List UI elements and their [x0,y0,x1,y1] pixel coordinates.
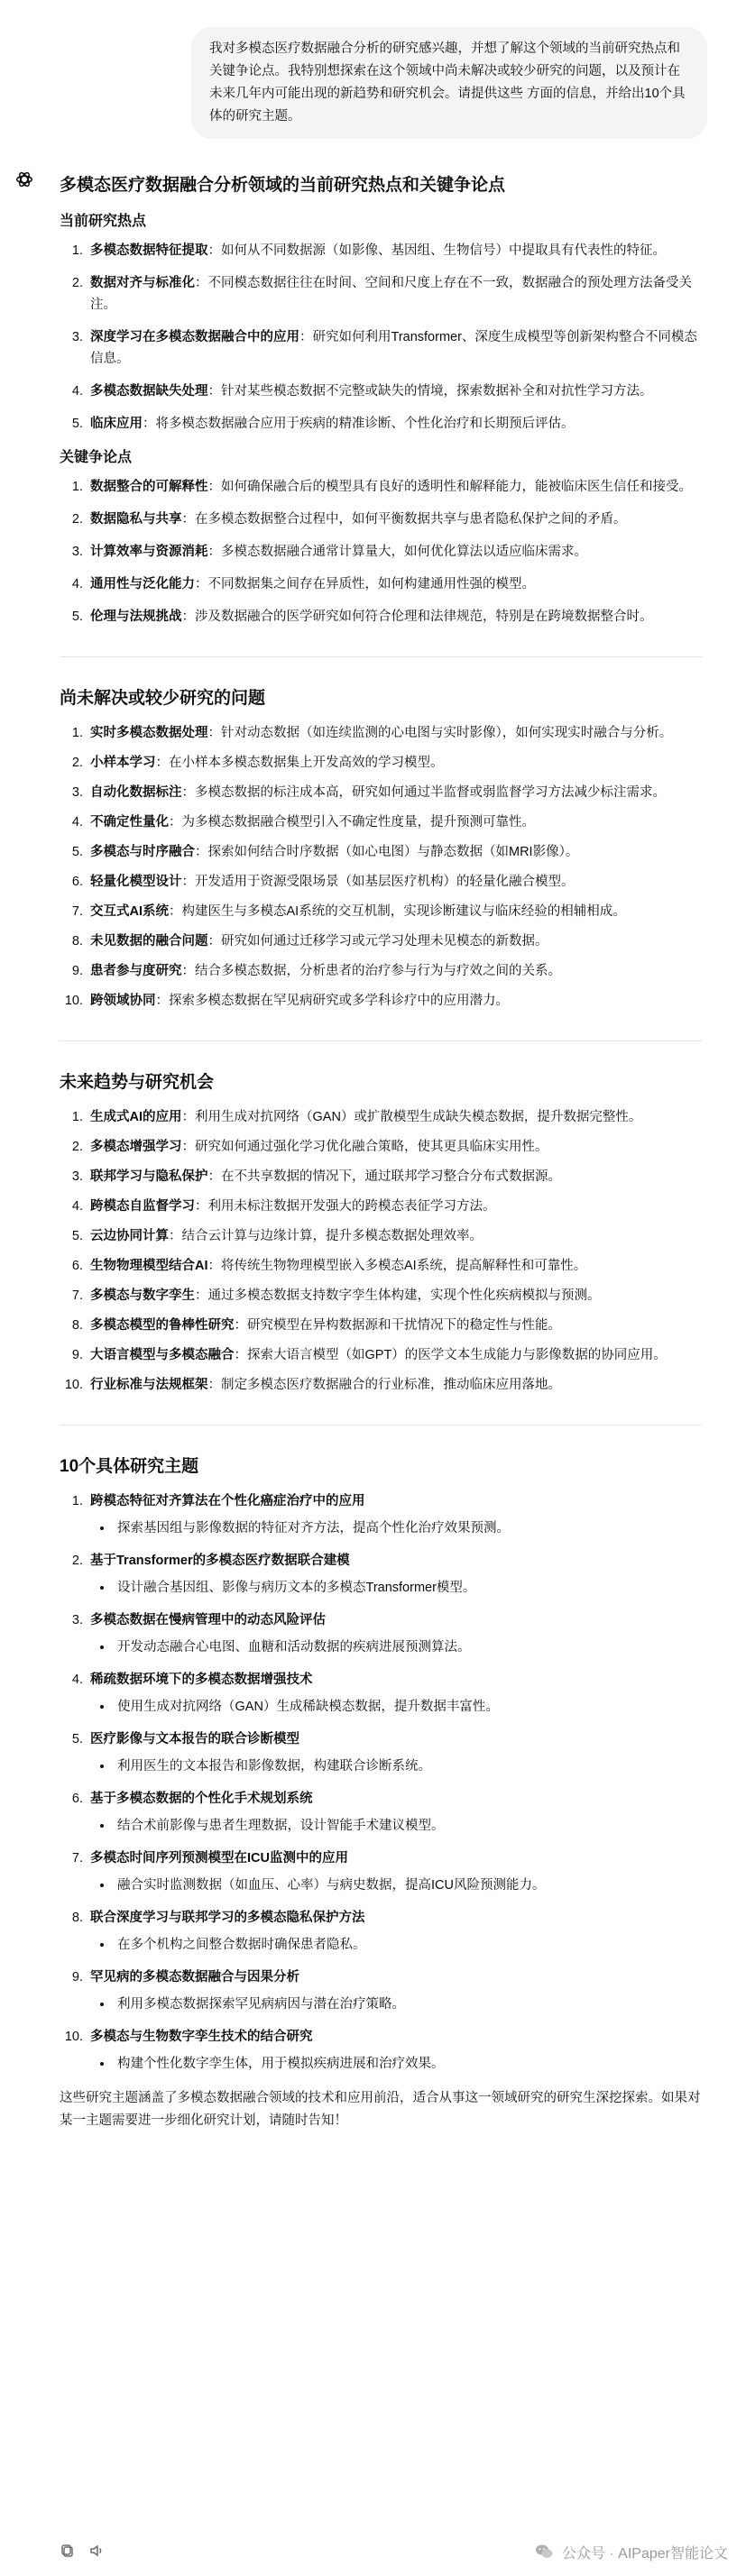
trends-heading: 未来趋势与研究机会 [60,1073,215,1092]
list-item-label: 不确定性量化 [90,815,169,830]
list-item-text: ：不同模态数据往往在时间、空间和尺度上存在不一致，数据融合的预处理方法备受关注。 [90,276,692,312]
hotspots-heading: 当前研究热点 [60,214,147,229]
watermark [533,2541,728,2562]
message-actions [60,2543,105,2559]
list-item-label: 数据整合的可解释性 [90,480,208,494]
list-item-label: 大语言模型与多模态融合 [90,1348,235,1362]
list-item-label: 多模态增强学习 [90,1140,182,1154]
list-item-label: 通用性与泛化能力 [90,577,195,591]
list-item [87,1344,702,1366]
debates-list [60,476,702,628]
list-item [87,960,702,982]
list-item [87,1255,702,1277]
list-item-label: 临床应用 [90,417,143,431]
list-item-label: 云边协同计算 [90,1229,169,1243]
topic-detail-list [90,1577,702,1599]
wechat-icon [533,2541,555,2562]
list-item-text: ：探索多模态数据在罕见病研究或多学科诊疗中的应用潜力。 [155,994,509,1008]
unsolved-heading: 尚未解决或较少研究的问题 [60,689,266,708]
list-item-text: ：在小样本多模态数据集上开发高效的学习模型。 [155,756,444,770]
list-item-label: 跨模态特征对齐算法在个性化癌症治疗中的应用 [90,1494,365,1508]
list-item [87,1136,702,1158]
list-item-label: 未见数据的融合问题 [90,934,208,949]
list-item-label: 数据隐私与共享 [90,512,182,527]
list-item-label: 生物物理模型结合AI [90,1259,208,1273]
list-item [87,476,702,498]
list-item-label: 多模态数据缺失处理 [90,384,208,399]
list-item-text: ：多模态数据融合通常计算量大，如何优化算法以适应临床需求。 [207,545,587,559]
list-item-text: ：研究模型在异构数据源和干扰情况下的稳定性与性能。 [234,1318,561,1333]
list-item-label: 联合深度学习与联邦学习的多模态隐私保护方法 [90,1911,365,1925]
list-item [87,1315,702,1336]
topics-heading: 10个具体研究主题 [60,1457,199,1476]
list-item-label: 稀疏数据环境下的多模态数据增强技术 [90,1673,313,1687]
list-item [87,1669,702,1718]
list-item-label: 多模态与生物数字孪生技术的结合研究 [90,2030,313,2044]
list-item [87,901,702,922]
topic-detail-list [90,1994,702,2015]
list-item [87,413,702,435]
watermark-text: 公众号 · AIPaper智能论文 [561,2545,728,2562]
list-item-text: ：在多模态数据整合过程中，如何平衡数据共享与患者隐私保护之间的矛盾。 [181,512,627,527]
list-item [87,1550,702,1599]
list-item [87,240,702,261]
trends-list [60,1106,702,1396]
list-item [87,380,702,402]
list-item-label: 自动化数据标注 [90,785,182,800]
list-item-text: ：结合多模态数据，分析患者的治疗参与行为与疗效之间的关系。 [181,964,561,978]
list-item [87,1609,702,1658]
list-item [87,990,702,1012]
hotspots-list [60,240,702,435]
list-item-text: ：如何确保融合后的模型具有良好的透明性和解释能力，能被临床医生信任和接受。 [207,480,692,494]
topic-detail-list [90,1517,702,1539]
list-item [87,1196,702,1217]
user-message-text: 我对多模态医疗数据融合分析的研究感兴趣，并想了解这个领域的当前研究热点和关键争论点。我特别想探索在这个领域中尚未解决或较少研究的问题，以及预计在未来几年内可能出现的新趋势和研究机会。请提供这些 方面的信息，并给出10个具体的研究主题。 [209,41,686,124]
list-item [87,1728,702,1777]
list-item [87,722,702,744]
list-item-text: ：研究如何利用Transformer、深度生成模型等创新架构整合不同模态信息。 [90,330,697,366]
list-item-text: ：制定多模态医疗数据融合的行业标准，推动临床应用落地。 [207,1378,561,1392]
list-item-label: 轻量化模型设计 [90,875,182,889]
list-item-text: ：涉及数据融合的医学研究如何符合伦理和法律规范，特别是在跨境数据整合时。 [181,610,653,624]
topic-detail: • 构建个性化数字孪生体，用于模拟疾病进展和治疗效果。 [114,2053,702,2075]
list-item [87,841,702,863]
topic-detail: • 结合术前影像与患者生理数据，设计智能手术建议模型。 [114,1815,702,1837]
topic-detail: • 利用医生的文本报告和影像数据，构建联合诊断系统。 [114,1756,702,1777]
openai-logo-icon [14,170,34,189]
closing-paragraph: 这些研究主题涵盖了多模态数据融合领域的技术和应用前沿，适合从事这一领域研究的研究生深挖探索。如果对某一主题需要进一步细化研究计划，请随时告知！ [60,2091,701,2128]
list-item-text: ：通过多模态数据支持数字孪生体构建，实现个性化疾病模拟与预测。 [195,1288,601,1303]
topic-detail-list [90,1636,702,1658]
topic-detail: • 融合实时监测数据（如血压、心率）与病史数据，提高ICU风险预测能力。 [114,1875,702,1896]
list-item-label: 多模态与时序融合 [90,845,195,859]
list-item-text: ：多模态数据的标注成本高，研究如何通过半监督或弱监督学习方法减少标注需求。 [181,785,666,800]
list-item [87,541,702,563]
list-item-text: ：针对某些模态数据不完整或缺失的情境，探索数据补全和对抗性学习方法。 [207,384,653,399]
section-divider [60,656,702,657]
list-item-label: 联邦学习与隐私保护 [90,1169,208,1184]
copy-icon[interactable] [60,2543,76,2559]
section-divider [60,1425,702,1426]
list-item [87,1847,702,1896]
list-item-label: 小样本学习 [90,756,156,770]
list-item [87,573,702,595]
list-item-label: 多模态数据特征提取 [90,243,208,258]
response-title: 多模态医疗数据融合分析领域的当前研究热点和关键争论点 [60,176,506,195]
topic-detail-list [90,1875,702,1896]
debates-heading: 关键争论点 [60,450,133,465]
list-item [87,871,702,893]
list-item-text: ：研究如何通过迁移学习或元学习处理未见模态的新数据。 [207,934,548,949]
list-item-text: ：研究如何通过强化学习优化融合策略，使其更具临床实用性。 [181,1140,548,1154]
list-item [87,930,702,952]
list-item-text: ：针对动态数据（如连续监测的心电图与实时影像），如何实现实时融合与分析。 [207,726,673,740]
list-item-text: ：在不共享数据的情况下，通过联邦学习整合分布式数据源。 [207,1169,561,1184]
list-item [87,1490,702,1539]
list-item-text: ：探索大语言模型（如GPT）的医学文本生成能力与影像数据的协同应用。 [234,1348,667,1362]
list-item-text: ：探索如何结合时序数据（如心电图）与静态数据（如MRI影像）。 [195,845,579,859]
user-message-bubble [191,27,707,139]
list-item-label: 深度学习在多模态数据融合中的应用 [90,330,299,344]
list-item [87,509,702,530]
list-item [87,1225,702,1247]
list-item [87,1106,702,1128]
topic-detail-list [90,1815,702,1837]
section-divider [60,1040,702,1041]
list-item-label: 多模态与数字孪生 [90,1288,195,1303]
list-item [87,1374,702,1396]
list-item-label: 跨领域协同 [90,994,156,1008]
list-item-label: 数据对齐与标准化 [90,276,195,290]
topic-detail-list [90,1934,702,1956]
list-item-text: ：开发适用于资源受限场景（如基层医疗机构）的轻量化融合模型。 [181,875,575,889]
list-item [87,2026,702,2075]
topic-detail: • 使用生成对抗网络（GAN）生成稀缺模态数据，提升数据丰富性。 [114,1696,702,1718]
list-item [87,1166,702,1187]
speaker-icon[interactable] [88,2543,105,2559]
list-item [87,752,702,774]
list-item [87,811,702,833]
list-item-text: ：构建医生与多模态AI系统的交互机制，实现诊断建议与临床经验的相辅相成。 [169,904,626,919]
topics-list [60,1490,702,2075]
topic-detail: • 设计融合基因组、影像与病历文本的多模态Transformer模型。 [114,1577,702,1599]
list-item-text: ：将多模态数据融合应用于疾病的精准诊断、个性化治疗和长期预后评估。 [143,417,575,431]
list-item-text: ：将传统生物物理模型嵌入多模态AI系统，提高解释性和可靠性。 [207,1259,587,1273]
list-item-label: 医疗影像与文本报告的联合诊断模型 [90,1732,299,1746]
topic-detail: • 开发动态融合心电图、血糖和活动数据的疾病进展预测算法。 [114,1636,702,1658]
topic-detail-list [90,1696,702,1718]
list-item-label: 跨模态自监督学习 [90,1199,195,1214]
list-item [87,1788,702,1837]
list-item-text: ：利用生成对抗网络（GAN）或扩散模型生成缺失模态数据，提升数据完整性。 [181,1110,642,1124]
list-item-label: 实时多模态数据处理 [90,726,208,740]
list-item-label: 行业标准与法规框架 [90,1378,208,1392]
assistant-response [60,173,702,2132]
list-item [87,326,702,370]
list-item [87,782,702,803]
list-item-text: ：为多模态数据融合模型引入不确定性度量，提升预测可靠性。 [169,815,535,830]
list-item-label: 多模态时间序列预测模型在ICU监测中的应用 [90,1851,348,1866]
list-item-label: 基于Transformer的多模态医疗数据联合建模 [90,1554,350,1568]
list-item-label: 伦理与法规挑战 [90,610,182,624]
list-item-label: 罕见病的多模态数据融合与因果分析 [90,1970,299,1985]
topic-detail: • 探索基因组与影像数据的特征对齐方法，提高个性化治疗效果预测。 [114,1517,702,1539]
list-item-label: 交互式AI系统 [90,904,169,919]
list-item-label: 多模态数据在慢病管理中的动态风险评估 [90,1613,326,1627]
list-item-text: ：如何从不同数据源（如影像、基因组、生物信号）中提取具有代表性的特征。 [207,243,666,258]
topic-detail-list [90,2053,702,2075]
topic-detail: • 在多个机构之间整合数据时确保患者隐私。 [114,1934,702,1956]
list-item-label: 计算效率与资源消耗 [90,545,208,559]
list-item-label: 生成式AI的应用 [90,1110,182,1124]
list-item-text: ：不同数据集之间存在异质性，如何构建通用性强的模型。 [195,577,535,591]
list-item-text: ：结合云计算与边缘计算，提升多模态数据处理效率。 [169,1229,483,1243]
list-item [87,1285,702,1306]
list-item [87,606,702,628]
list-item-text: ：利用未标注数据开发强大的跨模态表征学习方法。 [195,1199,496,1214]
topic-detail: • 利用多模态数据探索罕见病病因与潜在治疗策略。 [114,1994,702,2015]
list-item-label: 患者参与度研究 [90,964,182,978]
unsolved-list [60,722,702,1012]
list-item [87,272,702,316]
topic-detail-list [90,1756,702,1777]
list-item [87,1907,702,1956]
list-item [87,1966,702,2015]
list-item-label: 多模态模型的鲁棒性研究 [90,1318,235,1333]
list-item-label: 基于多模态数据的个性化手术规划系统 [90,1792,313,1806]
